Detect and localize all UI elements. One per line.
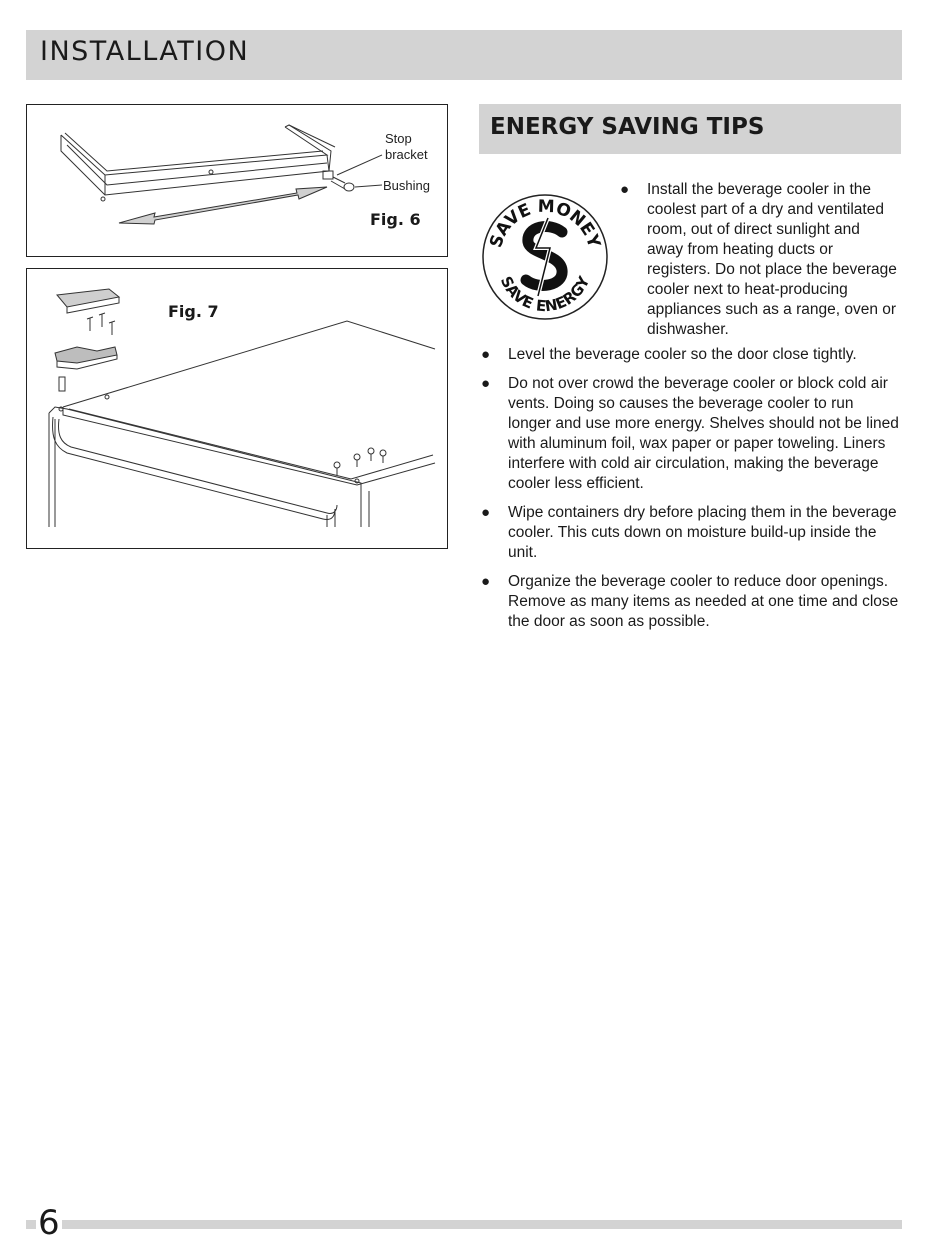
bullet-icon: ● xyxy=(481,573,491,590)
tip-item xyxy=(481,345,900,365)
bullet-icon: ● xyxy=(620,181,630,198)
figure-6 xyxy=(26,104,448,257)
save-money-stamp-icon xyxy=(480,192,610,322)
page-number: 6 xyxy=(38,1203,60,1243)
tip-item xyxy=(481,503,900,563)
callout-stop-bracket: Stop bracket xyxy=(385,131,428,162)
bullet-icon: ● xyxy=(481,375,491,392)
footer-bar xyxy=(26,1220,902,1229)
bullet-icon: ● xyxy=(481,504,491,521)
section-title: INSTALLATION xyxy=(40,36,250,67)
stamp-top-text: SAVE MONEY xyxy=(486,196,604,251)
fig7-label: Fig. 7 xyxy=(168,302,219,321)
tip-text: Wipe containers dry before placing them in the beverage cooler. This cuts down on moisture build-up inside the unit. xyxy=(508,504,897,561)
tip-text: Level the beverage cooler so the door close tightly. xyxy=(508,346,857,363)
tip-text: Install the beverage cooler in the coolest part of a dry and ventilated room, out of direct sunlight and away from heating ducts or registers. Do not place the beverage cooler next to heat-producing appliances such as a range, oven or dishwasher. xyxy=(647,181,897,338)
tip-item xyxy=(481,572,900,632)
stamp-bottom-text: SAVE ENERGY xyxy=(496,273,594,316)
bullet-icon: ● xyxy=(481,346,491,363)
tip-text: Organize the beverage cooler to reduce door openings. Remove as many items as needed at one time and close the door as soon as possible. xyxy=(508,573,899,630)
energy-tips-title: ENERGY SAVING TIPS xyxy=(490,114,765,140)
section-header xyxy=(26,30,902,80)
tip-item xyxy=(481,374,900,494)
tip-item xyxy=(620,180,899,340)
figure-7 xyxy=(26,268,448,549)
callout-bushing: Bushing xyxy=(383,178,430,193)
energy-tips-header xyxy=(479,104,901,154)
tip-text: Do not over crowd the beverage cooler or block cold air vents. Doing so causes the beverage cooler to run longer and use more energy. Shelves should not be lined with aluminum foil, wax paper or paper toweling. Liners interfere with cold air circulation, making the beverage cooler less efficient. xyxy=(508,375,899,492)
fig6-label: Fig. 6 xyxy=(370,210,421,229)
fig7-illustration xyxy=(27,269,447,548)
